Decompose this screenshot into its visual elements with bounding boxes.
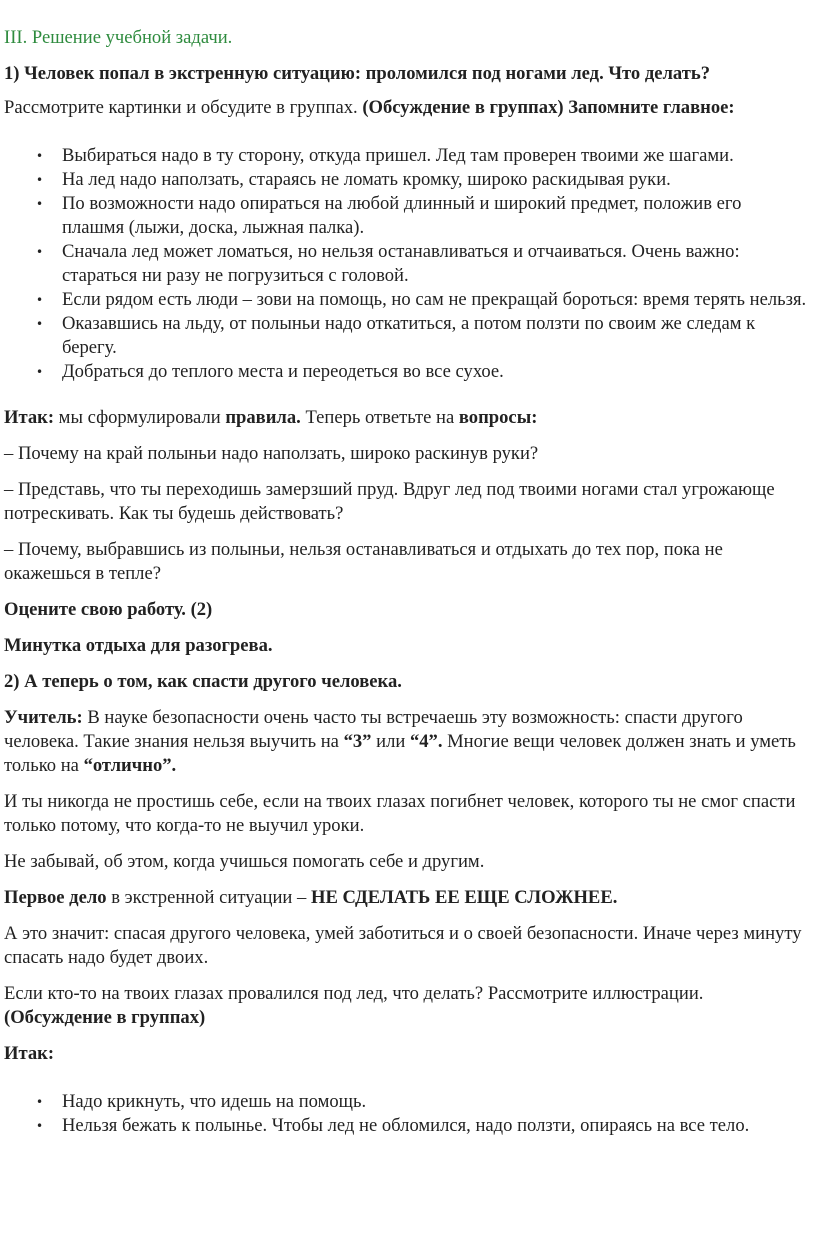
teacher-paragraph: Учитель: В науке безопасности очень часто ты встречаешь эту возможность: спасти другого человека. Такие знания нельзя выучить на “3” или “4”. Многие вещи человек должен знать и уметь только на “отлично”. — [4, 707, 796, 776]
intro-paragraph: Рассмотрите картинки и обсудите в группах. (Обсуждение в группах) Запомните главное: — [4, 97, 735, 118]
question-3: – Почему, выбравшись из полыньи, нельзя останавливаться и отдыхать до тех пор, пока не окажешься в тепле? — [4, 539, 723, 584]
question-2: – Представь, что ты переходишь замерзший пруд. Вдруг лед под твоими ногами стал угрожающе потрескивать. Как ты будешь действовать? — [4, 479, 775, 524]
list-item: • Если рядом есть люди – зови на помощь, но сам не прекращай бороться: время терять нельзя. — [36, 289, 807, 310]
bullet-icon: • — [36, 197, 44, 211]
list-item: • Сначала лед может ломаться, но нельзя останавливаться и отчаиваться. Очень важно: стараться ни разу не погрузиться с головой. — [36, 241, 740, 286]
bullet-icon: • — [36, 173, 44, 187]
if-paragraph: Если кто-то на твоих глазах провалился под лед, что делать? Рассмотрите иллюстрации. (Обсуждение в группах) — [4, 983, 704, 1028]
means-paragraph: А это значит: спасая другого человека, умей заботиться и о своей безопасности. Иначе через минуту спасать надо будет двоих. — [4, 923, 802, 968]
list-item: • Выбираться надо в ту сторону, откуда пришел. Лед там проверен твоими же шагами. — [36, 145, 734, 166]
list-item: • На лед надо наползать, стараясь не ломать кромку, широко раскидывая руки. — [36, 169, 671, 190]
list-item: • Добраться до теплого места и переодеться во все сухое. — [36, 361, 504, 382]
bullet-icon: • — [36, 1095, 44, 1109]
list-item: • Нельзя бежать к полынье. Чтобы лед не обломился, надо ползти, опираясь на все тело. — [36, 1115, 750, 1136]
list-item: • По возможности надо опираться на любой длинный и широкий предмет, положив его плашмя (лыжи, доска, лыжная палка). — [36, 193, 742, 238]
section-title: III. Решение учебной задачи. — [4, 27, 233, 48]
bullet-icon: • — [36, 317, 44, 331]
bullet-icon: • — [36, 149, 44, 163]
break-heading: Минутка отдыха для разогрева. — [4, 635, 273, 656]
list-item: • Оказавшись на льду, от полыньи надо откатиться, а потом ползти по своим же следам к берегу. — [36, 313, 756, 358]
assess-heading: Оцените свою работу. (2) — [4, 599, 213, 620]
final-rules-list — [4, 1090, 808, 1138]
rules-list — [4, 144, 808, 384]
question-1: – Почему на край полыньи надо наползать, широко раскинув руки? — [4, 443, 539, 464]
list-item: • Надо крикнуть, что идешь на помощь. — [36, 1091, 367, 1112]
remember-paragraph: Не забывай, об этом, когда учишься помогать себе и другим. — [4, 851, 485, 872]
task2-title: 2) А теперь о том, как спасти другого человека. — [4, 671, 402, 692]
task1-title: 1) Человек попал в экстренную ситуацию: проломился под ногами лед. Что делать? — [4, 63, 711, 84]
summary-paragraph: Итак: мы сформулировали правила. Теперь ответьте на вопросы: — [4, 407, 538, 428]
bullet-icon: • — [36, 293, 44, 307]
first-step-paragraph: Первое дело в экстренной ситуации – НЕ СДЕЛАТЬ ЕЕ ЕЩЕ СЛОЖНЕЕ. — [4, 887, 618, 908]
bullet-icon: • — [36, 245, 44, 259]
forgive-paragraph: И ты никогда не простишь себе, если на твоих глазах погибнет человек, которого ты не смог спасти только потому, что когда-то не выучил уроки. — [4, 791, 796, 836]
bullet-icon: • — [36, 365, 44, 379]
itak-heading: Итак: — [4, 1043, 55, 1064]
bullet-icon: • — [36, 1119, 44, 1133]
